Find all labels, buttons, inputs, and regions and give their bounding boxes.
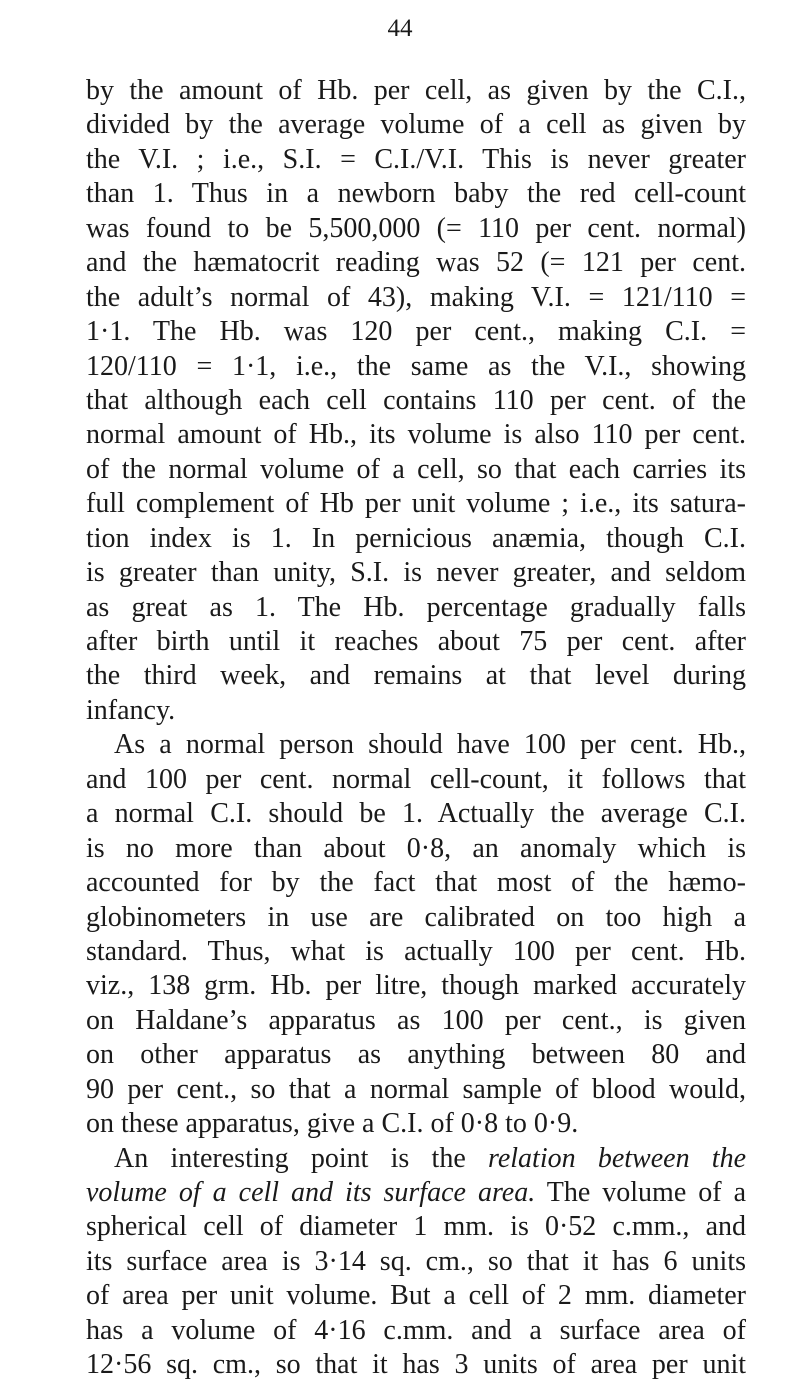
- text-line: [86, 935, 746, 969]
- text-line: [86, 212, 746, 246]
- text-segment: a normal C.I. should be 1. Actually the average C.I.: [86, 798, 746, 830]
- text-segment: tion index is 1. In pernicious anæmia, though C.I.: [86, 522, 746, 554]
- text-segment: on Haldane’s apparatus as 100 per cent., is given: [86, 1004, 746, 1036]
- text-segment: on these apparatus, give a C.I. of 0·8 to 0·9.: [86, 1108, 579, 1140]
- text-line: [86, 108, 746, 142]
- text-segment: 1·1. The Hb. was 120 per cent., making C.I. =: [86, 316, 746, 348]
- text-line: [86, 522, 746, 556]
- text-line: [86, 143, 746, 177]
- text-segment: that although each cell contains 110 per cent. of the: [86, 384, 746, 416]
- text-segment: and 100 per cent. normal cell-count, it follows that: [86, 763, 746, 795]
- text-line: [86, 694, 746, 728]
- text-line: [86, 1073, 746, 1107]
- text-segment: divided by the average volume of a cell as given by: [86, 109, 746, 141]
- text-segment: the V.I. ; i.e., S.I. = C.I./V.I. This is never greater: [86, 143, 746, 175]
- text-line: [86, 763, 746, 797]
- text-segment: As a normal person should have 100 per cent. Hb.,: [114, 729, 746, 761]
- text-segment: and the hæmatocrit reading was 52 (= 121 per cent.: [86, 247, 746, 279]
- italic-text-segment: relation between the: [487, 1142, 746, 1174]
- text-line: [86, 625, 746, 659]
- text-segment: The volume of a: [535, 1177, 747, 1208]
- text-line: [86, 487, 746, 521]
- text-line: [86, 591, 746, 625]
- text-segment: than 1. Thus in a newborn baby the red cell-count: [86, 178, 746, 210]
- text-line: [86, 866, 746, 900]
- text-segment: by the amount of Hb. per cell, as given by the C.I.,: [86, 75, 746, 106]
- text-line: [86, 1279, 746, 1313]
- text-line: [86, 728, 746, 762]
- text-line: [86, 1314, 746, 1348]
- text-line: [86, 797, 746, 831]
- text-segment: the third week, and remains at that level during: [86, 660, 746, 692]
- text-line: [86, 177, 746, 211]
- text-segment: viz., 138 grm. Hb. per litre, though marked accurately: [86, 970, 746, 1002]
- body-text: [86, 74, 746, 1383]
- text-segment: as great as 1. The Hb. percentage gradually falls: [86, 591, 746, 623]
- text-segment: globinometers in use are calibrated on too high a: [86, 901, 746, 933]
- text-line: [86, 1038, 746, 1072]
- text-segment: is no more than about 0·8, an anomaly which is: [86, 832, 746, 864]
- text-segment: on other apparatus as anything between 80 and: [86, 1039, 746, 1071]
- text-line: [86, 969, 746, 1003]
- text-segment: An interesting point is the: [114, 1142, 488, 1174]
- text-line: [86, 453, 746, 487]
- text-line: [86, 659, 746, 693]
- text-segment: standard. Thus, what is actually 100 per cent. Hb.: [86, 935, 746, 967]
- italic-text-segment: volume of a cell and its surface area.: [86, 1177, 536, 1208]
- text-line: [86, 1142, 746, 1176]
- text-line: [86, 384, 746, 418]
- text-segment: infancy.: [86, 694, 176, 726]
- text-line: [86, 74, 746, 108]
- text-segment: normal amount of Hb., its volume is also 110 per cent.: [86, 419, 746, 451]
- text-line: [86, 1245, 746, 1279]
- text-segment: its surface area is 3·14 sq. cm., so that it has 6 units: [86, 1245, 746, 1277]
- text-line: [86, 418, 746, 452]
- text-line: [86, 1348, 746, 1382]
- text-line: [86, 1176, 746, 1210]
- text-segment: is greater than unity, S.I. is never greater, and seldom: [86, 557, 746, 589]
- text-line: [86, 1004, 746, 1038]
- text-line: [86, 1210, 746, 1244]
- text-segment: 12·56 sq. cm., so that it has 3 units of area per unit: [86, 1349, 746, 1381]
- text-line: [86, 350, 746, 384]
- text-line: [86, 901, 746, 935]
- text-segment: after birth until it reaches about 75 per cent. after: [86, 626, 746, 657]
- text-line: [86, 556, 746, 590]
- text-segment: full complement of Hb per unit volume ; i.e., its satura-: [86, 488, 746, 520]
- page-number: 44: [387, 15, 413, 42]
- text-segment: of the normal volume of a cell, so that each carries its: [86, 453, 746, 485]
- text-segment: has a volume of 4·16 c.mm. and a surface area of: [86, 1314, 746, 1346]
- text-line: [86, 281, 746, 315]
- text-segment: the adult’s normal of 43), making V.I. = 121/110 =: [86, 281, 746, 313]
- text-segment: spherical cell of diameter 1 mm. is 0·52 c.mm., and: [86, 1211, 746, 1243]
- text-segment: accounted for by the fact that most of the hæmo-: [86, 867, 746, 899]
- text-line: [86, 1107, 746, 1141]
- text-line: [86, 832, 746, 866]
- text-segment: was found to be 5,500,000 (= 110 per cent. normal): [86, 212, 746, 244]
- text-segment: 90 per cent., so that a normal sample of blood would,: [86, 1073, 746, 1105]
- text-line: [86, 246, 746, 280]
- text-line: [86, 315, 746, 349]
- text-segment: of area per unit volume. But a cell of 2 mm. diameter: [86, 1280, 746, 1312]
- text-segment: 120/110 = 1·1, i.e., the same as the V.I., showing: [86, 350, 746, 382]
